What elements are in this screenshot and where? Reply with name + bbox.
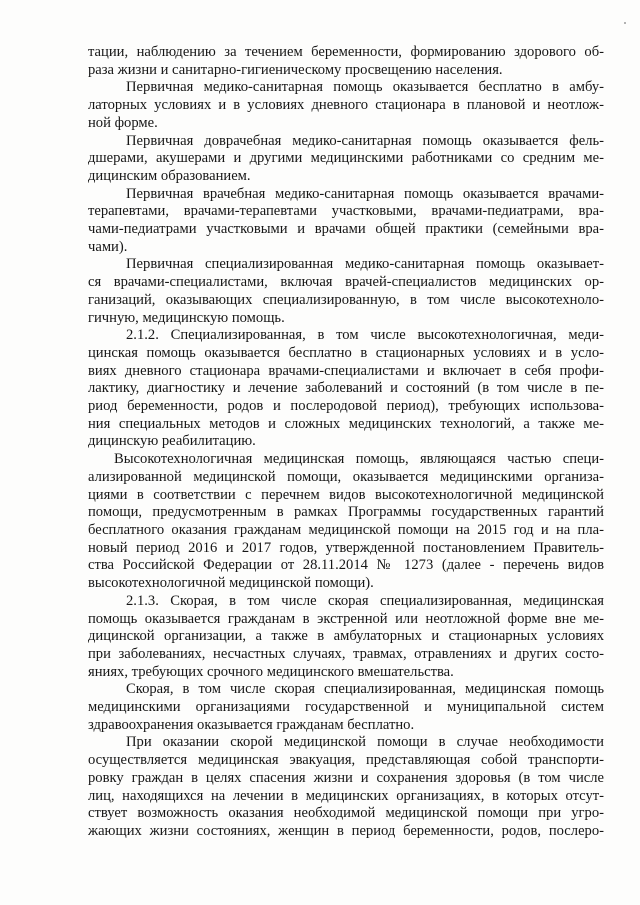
text-line: бесплатного оказания гражданам медицинской помощи на 2015 год и на пла- bbox=[88, 521, 604, 538]
text-line: Первичная медико-санитарная помощь оказывается бесплатно в амбу- bbox=[126, 79, 604, 96]
paragraph bbox=[88, 451, 604, 593]
text-line: ганизаций, оказывающих специализированную, в том числе высокотехноло- bbox=[88, 291, 604, 308]
text-line: Первичная доврачебная медико-санитарная помощь оказывается фель- bbox=[126, 132, 604, 149]
text-line: при заболеваниях, несчастных случаях, травмах, отравлениях и других состо- bbox=[88, 645, 604, 662]
text-line: ния специальных методов и сложных медицинских технологий, а также ме- bbox=[88, 415, 604, 432]
text-line: гичную, медицинскую помощь. bbox=[88, 309, 285, 326]
paragraph bbox=[88, 327, 604, 451]
paragraph bbox=[88, 79, 604, 132]
text-line: новый период 2016 и 2017 годов, утвержденной постановлением Правитель- bbox=[88, 539, 604, 556]
text-line: высокотехнологичной медицинской помощи). bbox=[88, 575, 374, 592]
text-line: здравоохранения оказывается гражданам бесплатно. bbox=[88, 716, 415, 733]
document-body bbox=[88, 44, 604, 841]
text-line: дшерами, акушерами и другими медицинскими работниками со средним ме- bbox=[88, 150, 604, 167]
text-line: чами-педиатрами участковыми и врачами общей практики (семейными вра- bbox=[88, 221, 604, 238]
text-line: Первичная врачебная медико-санитарная помощь оказывается врачами- bbox=[126, 185, 604, 202]
text-line: тации, наблюдению за течением беременности, формированию здорового об- bbox=[88, 44, 604, 60]
text-line: риод беременности, родов и послеродовой период), требующих использова- bbox=[88, 398, 604, 415]
text-line: 2.1.2. Специализированная, в том числе высокотехнологичная, меди- bbox=[126, 327, 604, 344]
text-line: цинская помощь оказывается бесплатно в стационарных условиях и в усло- bbox=[88, 344, 604, 361]
paragraph bbox=[88, 44, 604, 79]
text-line: дицинским образованием. bbox=[88, 167, 251, 184]
text-line: помощи, предусмотренным в рамках Программы государственных гарантий bbox=[88, 504, 604, 521]
text-line: ствует возможность оказания необходимой медицинской помощи при угро- bbox=[88, 805, 604, 822]
text-line: ровку граждан в целях спасения жизни и сохранения здоровья (в том числе bbox=[88, 769, 604, 786]
paragraph bbox=[88, 593, 604, 682]
text-line: циями в соответствии с перечнем видов высокотехнологичной медицинской bbox=[88, 486, 604, 503]
text-line: жающих жизни состояниях, женщин в период беременности, родов, послеро- bbox=[88, 822, 604, 839]
text-line: чами). bbox=[88, 238, 128, 255]
text-line: ства Российской Федерации от 28.11.2014 № 1273 (далее - перечень видов bbox=[88, 557, 604, 574]
paragraph bbox=[88, 133, 604, 186]
text-line: терапевтами, врачами-терапевтами участковыми, врачами-педиатрами, вра- bbox=[88, 203, 604, 220]
text-line: дицинской организации, а также в амбулаторных и стационарных условиях bbox=[88, 628, 604, 645]
paragraph bbox=[88, 256, 604, 327]
paragraph bbox=[88, 186, 604, 257]
text-line: ся врачами-специалистами, включая врачей-специалистов медицинских ор- bbox=[88, 274, 604, 291]
text-line: При оказании скорой медицинской помощи в случае необходимости bbox=[126, 734, 604, 751]
text-line: дицинскую реабилитацию. bbox=[88, 433, 256, 450]
text-line: лиц, находящихся на лечении в медицинских организациях, в которых отсут- bbox=[88, 787, 604, 804]
text-line: яниях, требующих срочного медицинского вмешательства. bbox=[88, 663, 454, 680]
text-line: латорных условиях и в условиях дневного стационара в плановой и неотлож- bbox=[88, 97, 604, 114]
text-line: Высокотехнологичная медицинская помощь, являющаяся частью специ- bbox=[114, 451, 604, 468]
text-line: осуществляется медицинская эвакуация, представляющая собой транспорти- bbox=[88, 752, 604, 769]
text-line: помощь оказывается гражданам в экстренной или неотложной форме вне ме- bbox=[88, 610, 604, 627]
text-line: раза жизни и санитарно-гигиеническому просвещению населения. bbox=[88, 61, 503, 78]
paragraph bbox=[88, 681, 604, 734]
text-line: медицинскими организациями государственной и муниципальной систем bbox=[88, 699, 604, 716]
text-line: лактику, диагностику и лечение заболеваний и состояний (в том числе в пе- bbox=[88, 380, 604, 397]
text-line: виях дневного стационара врачами-специалистами и включает в себя профи- bbox=[88, 362, 604, 379]
text-line: Первичная специализированная медико-санитарная помощь оказывает- bbox=[126, 256, 604, 273]
text-line: ной форме. bbox=[88, 114, 158, 131]
scan-speck bbox=[624, 22, 626, 24]
paragraph bbox=[88, 734, 604, 840]
text-line: 2.1.3. Скорая, в том числе скорая специализированная, медицинская bbox=[126, 592, 604, 609]
text-line: ализированной медицинской помощи, оказывается медицинскими организа- bbox=[88, 468, 604, 485]
text-line: Скорая, в том числе скорая специализированная, медицинская помощь bbox=[126, 681, 604, 698]
